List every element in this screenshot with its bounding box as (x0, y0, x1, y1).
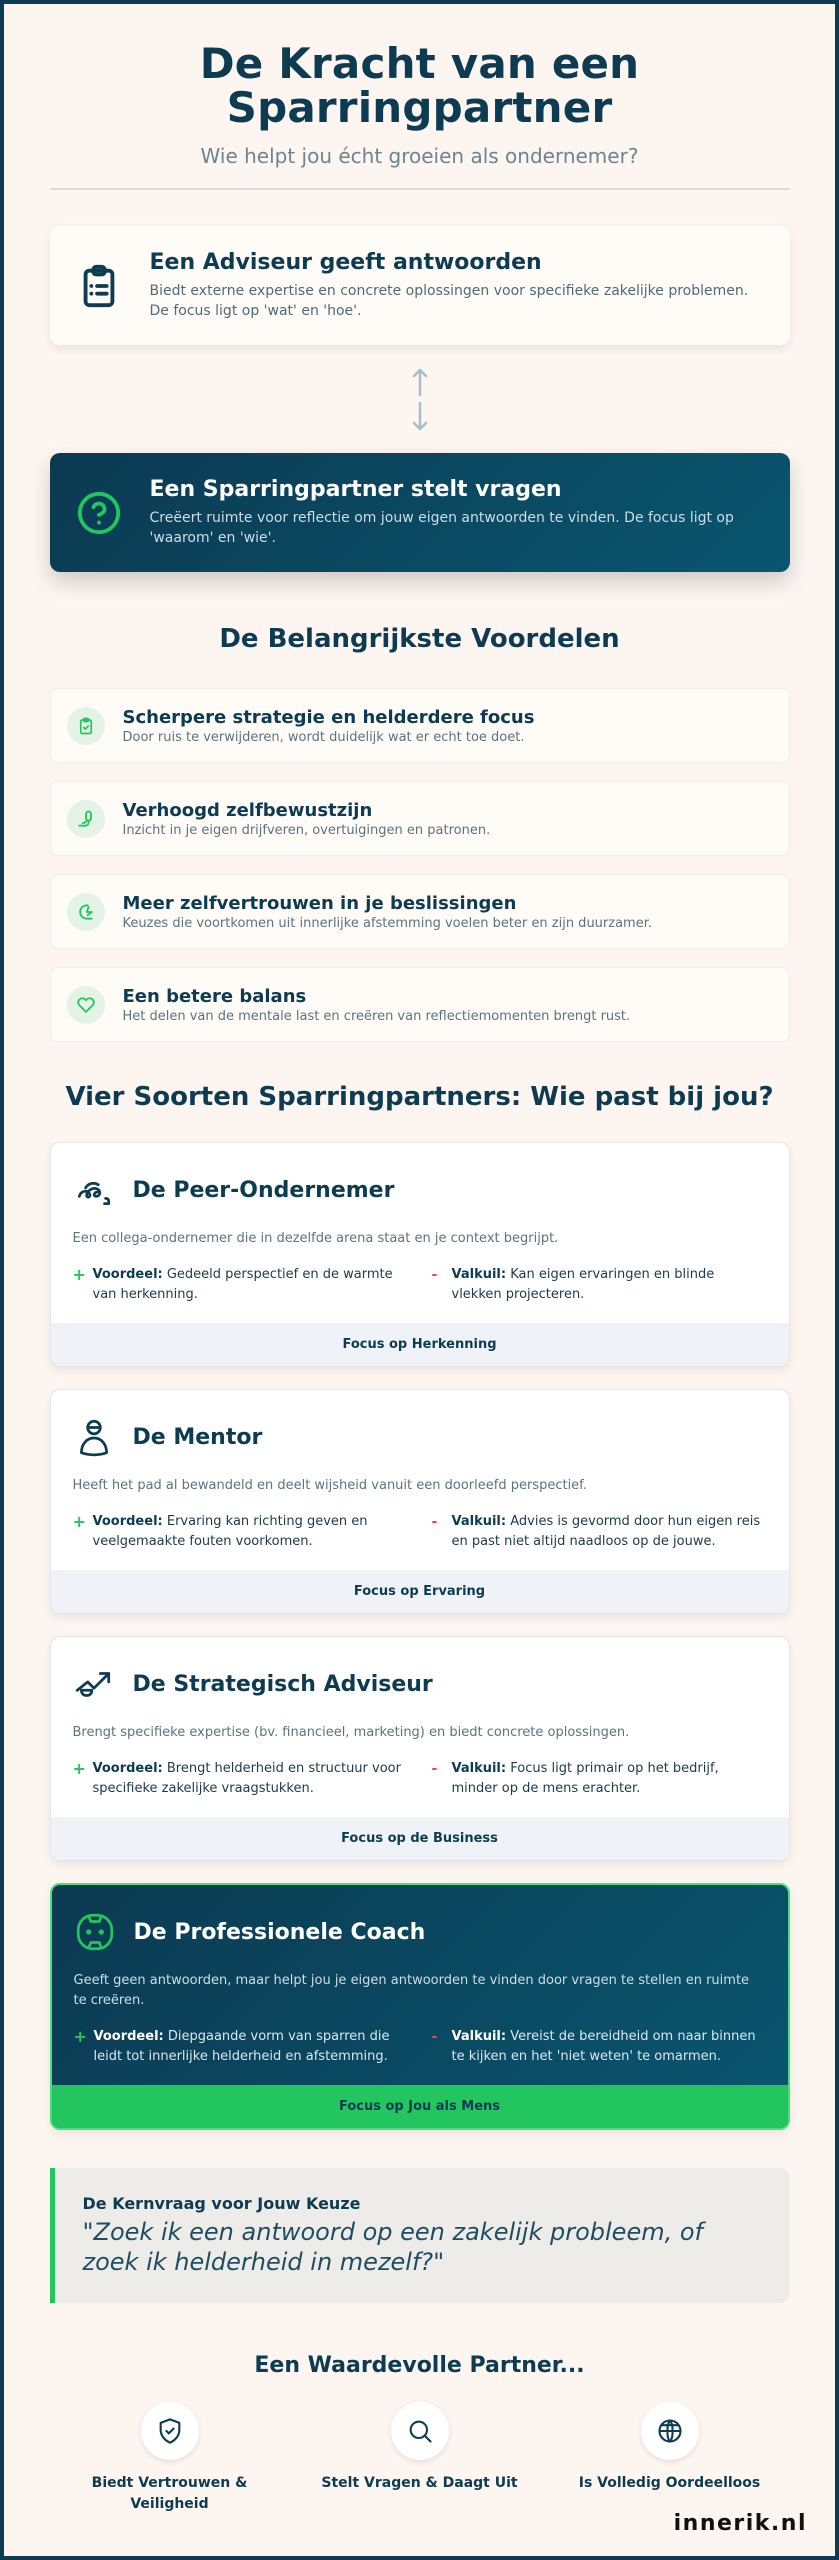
type-focus: Focus op Ervaring (51, 1570, 789, 1613)
benefit-icon-wrap (67, 800, 105, 838)
type-title: De Strategisch Adviseur (132, 1671, 433, 1697)
self-awareness-icon (76, 809, 96, 829)
type-card-peer (50, 1142, 790, 1367)
minus-icon: - (431, 1761, 438, 1777)
confidence-icon (76, 902, 96, 922)
page-title (50, 39, 790, 132)
benefits-heading: De Belangrijkste Voordelen (219, 624, 620, 654)
content (50, 4, 790, 2514)
benefit-icon-wrap (67, 986, 105, 1024)
plus-icon: + (73, 2027, 87, 2046)
type-focus: Focus op Jou als Mens (52, 2085, 788, 2128)
partner-quality-label: Biedt Vertrouwen & Veiligheid (91, 2475, 248, 2512)
minus-icon: - (431, 1267, 438, 1283)
header-divider (50, 188, 790, 190)
minus-icon: - (431, 1514, 438, 1530)
shield-check-icon (156, 2417, 184, 2445)
benefit-item (50, 967, 790, 1042)
partner-quality-trust (60, 2402, 280, 2514)
partner-heading: Een Waardevolle Partner... (254, 2353, 585, 2378)
minus-icon: - (431, 2029, 438, 2045)
brand-logo: innerik.nl (673, 2511, 807, 2536)
type-card-coach (50, 1883, 790, 2130)
sparringpartner-card (50, 453, 790, 572)
pro-item: + Voordeel: Brengt helderheid en structuur voor specifieke zakelijke vraagstukken. (73, 1759, 408, 1799)
benefit-title: Verhoogd zelfbewustzijn (122, 799, 373, 821)
benefit-item (50, 688, 790, 763)
type-description: Heeft het pad al bewandeld en deelt wijsheid vanuit een doorleefd perspectief. (72, 1478, 587, 1493)
clipboard-check-icon (77, 717, 95, 735)
partner-quality-nonjudgmental (560, 2402, 780, 2514)
con-item: - Valkuil: Kan eigen ervaringen en blinde vlekken projecteren. (432, 1265, 767, 1305)
question-circle-icon (76, 490, 122, 536)
type-title: De Mentor (132, 1424, 263, 1450)
benefit-text: Inzicht in je eigen drijfveren, overtuigingen en patronen. (122, 822, 491, 838)
benefit-title: Meer zelfvertrouwen in je beslissingen (122, 892, 517, 914)
partner-qualities (50, 2402, 790, 2514)
sparringpartner-text: Creëert ruimte voor reflectie om jouw eigen antwoorden te vinden. De focus ligt op 'waarom' en 'wie'. (149, 510, 734, 546)
type-focus: Focus op de Business (51, 1817, 789, 1860)
types-heading: Vier Soorten Sparringpartners: Wie past bij jou? (65, 1082, 774, 1112)
benefit-icon-wrap (67, 893, 105, 931)
type-description: Brengt specifieke expertise (bv. financieel, marketing) en biedt concrete oplossingen. (72, 1725, 630, 1740)
partner-quality-label: Is Volledig Oordeelloos (578, 2475, 761, 2491)
type-description: Een collega-ondernemer die in dezelfde arena staat en je context begrijpt. (72, 1231, 559, 1246)
plus-icon: + (72, 1265, 86, 1284)
adviser-card (50, 226, 790, 345)
adviser-title: Een Adviseur geeft antwoorden (149, 250, 542, 275)
benefit-item (50, 781, 790, 856)
peer-entrepreneur-icon (73, 1169, 115, 1211)
coach-icon (74, 1911, 116, 1953)
plus-icon: + (72, 1512, 86, 1531)
page-subtitle: Wie helpt jou écht groeien als ondernemer? (200, 144, 639, 168)
title-line-2: Sparringpartner (226, 83, 613, 132)
partner-quality-label: Stelt Vragen & Daagt Uit (321, 2475, 518, 2491)
partner-quality-challenge (310, 2402, 530, 2514)
clipboard-list-icon (76, 263, 122, 309)
core-question-label: De Kernvraag voor Jouw Keuze (82, 2194, 361, 2213)
globe-icon (656, 2417, 684, 2445)
arrow-wrap (50, 367, 790, 433)
core-question-text: "Zoek ik een antwoord op een zakelijk probleem, of zoek ik helderheid in mezelf?" (82, 2218, 703, 2276)
search-icon (406, 2417, 434, 2445)
title-line-1: De Kracht van een (199, 39, 640, 88)
plus-icon: + (72, 1759, 86, 1778)
con-item: - Valkuil: Focus ligt primair op het bedrijf, minder op de mens erachter. (432, 1759, 767, 1799)
pro-item: + Voordeel: Ervaring kan richting geven en veelgemaakte fouten voorkomen. (73, 1512, 408, 1552)
benefit-text: Door ruis te verwijderen, wordt duidelijk wat er echt toe doet. (122, 729, 525, 745)
con-item: - Valkuil: Advies is gevormd door hun eigen reis en past niet altijd naadloos op de jouwe. (432, 1512, 767, 1552)
type-card-mentor (50, 1389, 790, 1614)
type-title: De Peer-Ondernemer (132, 1177, 395, 1203)
con-item: - Valkuil: Vereist de bereidheid om naar binnen te kijken en het 'niet weten' te omarmen. (432, 2027, 766, 2067)
benefit-title: Scherpere strategie en helderdere focus (122, 706, 535, 728)
mentor-icon (73, 1416, 115, 1458)
trending-up-icon (73, 1663, 115, 1705)
pro-item: + Voordeel: Diepgaande vorm van sparren die leidt tot innerlijke helderheid en afstemming. (74, 2027, 408, 2067)
heart-icon (77, 996, 95, 1014)
pro-item: + Voordeel: Gedeeld perspectief en de warmte van herkenning. (73, 1265, 408, 1305)
up-down-arrow-icon (410, 367, 430, 433)
benefit-text: Het delen van de mentale last en creëren van reflectiemomenten brengt rust. (122, 1008, 631, 1024)
benefit-icon-wrap (67, 707, 105, 745)
benefit-title: Een betere balans (122, 985, 307, 1007)
adviser-text: Biedt externe expertise en concrete oplossingen voor specifieke zakelijke problemen. De focus ligt op 'wat' en 'hoe'. (149, 283, 749, 319)
sparringpartner-title: Een Sparringpartner stelt vragen (149, 477, 562, 502)
benefit-text: Keuzes die voortkomen uit innerlijke afstemming voelen beter en zijn duurzamer. (122, 915, 652, 931)
type-focus: Focus op Herkenning (51, 1323, 789, 1366)
type-description: Geeft geen antwoorden, maar helpt jou je eigen antwoorden te vinden door vragen te stellen en ruimte te creëren. (73, 1973, 750, 2008)
type-title: De Professionele Coach (133, 1919, 426, 1945)
benefit-item (50, 874, 790, 949)
core-question-block (50, 2168, 790, 2303)
type-card-strategic-adviser (50, 1636, 790, 1861)
